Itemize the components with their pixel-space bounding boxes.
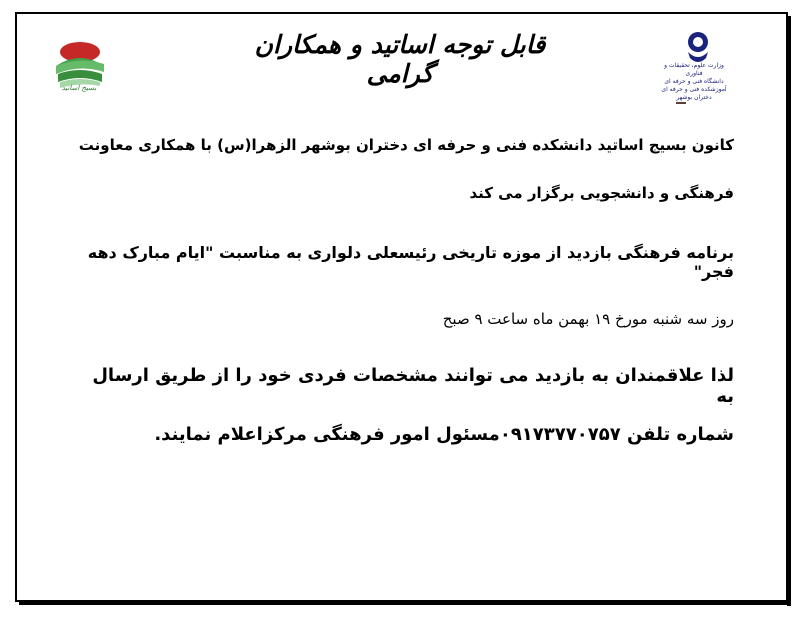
registration-line-1: لذا علاقمندان به بازدید می توانند مشخصات فردی خود را از طریق ارسال به <box>92 365 734 407</box>
program-title: برنامه فرهنگی بازدید از موزه تاریخی رئیسعلی دلواری به مناسبت "ایام مبارک دهه فجر" <box>87 243 734 281</box>
announcement-line-1: کانون بسیج اساتید دانشکده فنی و حرفه ای دختران بوشهر الزهرا(س) با همکاری معاونت <box>78 136 734 154</box>
event-date: روز سه شنبه مورخ ۱۹ بهمن ماه ساعت ۹ صبح <box>442 310 734 328</box>
border-shadow-bottom <box>19 601 791 605</box>
border-shadow-right <box>787 16 791 606</box>
ministry-logo-text: وزارت علوم، تحقیقات و فناوری دانشگاه فنی و حرفه ای آموزشکده فنی و حرفه ای دختران بوشهر <box>661 62 727 101</box>
announcement-line-2: فرهنگی و دانشجویی برگزار می کند <box>469 184 734 202</box>
registration-line-2: شماره تلفن ۰۹۱۷۳۷۷۰۷۵۷مسئول امور فرهنگی مرکزاعلام نمایند. <box>154 424 734 445</box>
page-title: قابل توجه اساتید و همکاران گرامی <box>254 30 546 88</box>
basij-logo-caption: بسیج اساتید <box>61 84 97 92</box>
